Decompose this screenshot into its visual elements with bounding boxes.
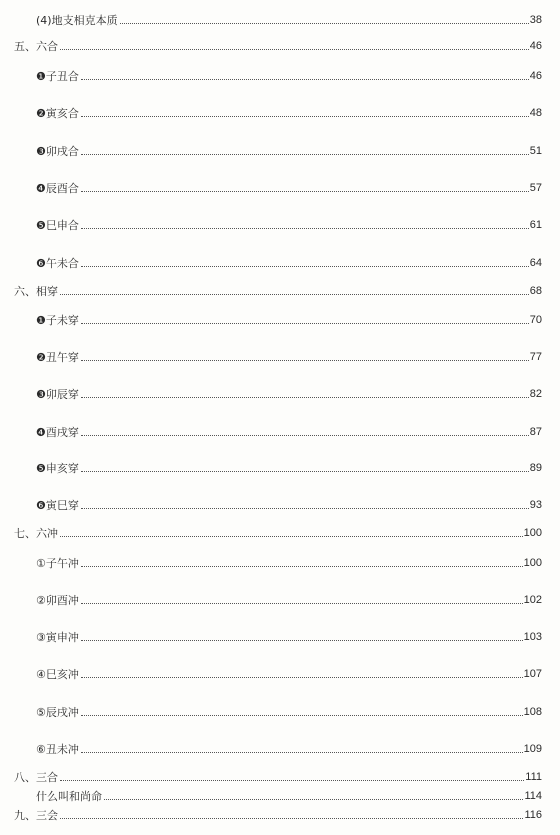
dot-leader <box>60 294 529 295</box>
toc-entry[interactable] <box>36 790 542 803</box>
toc-entry-page: 61 <box>529 219 542 231</box>
toc-entry-page: 89 <box>529 462 542 474</box>
toc-entry[interactable] <box>36 145 542 158</box>
toc-entry-page: 116 <box>524 809 542 821</box>
toc-entry-label: ❷丑午穿 <box>36 351 79 364</box>
toc-section-entry[interactable] <box>14 771 542 784</box>
toc-entry[interactable] <box>36 462 542 475</box>
toc-entry-label: ❺申亥穿 <box>36 462 79 475</box>
toc-entry-page: 64 <box>529 257 542 269</box>
toc-entry-page: 102 <box>523 594 542 606</box>
toc-entry[interactable] <box>36 351 542 364</box>
toc-entry-label: ❹酉戌穿 <box>36 426 79 439</box>
toc-entry-label: ❶子未穿 <box>36 314 79 327</box>
toc-entry-page: 51 <box>529 145 542 157</box>
dot-leader <box>81 566 523 567</box>
toc-section-entry[interactable] <box>14 40 542 53</box>
toc-entry-label: ❶子丑合 <box>36 70 79 83</box>
dot-leader <box>81 79 529 80</box>
toc-section-entry[interactable] <box>14 285 542 298</box>
toc-entry-page: 77 <box>529 351 542 363</box>
toc-entry-page: 57 <box>529 182 542 194</box>
toc-entry-label: 五、六合 <box>14 40 58 53</box>
toc-entry-page: 68 <box>529 285 542 297</box>
dot-leader <box>104 799 523 800</box>
dot-leader <box>81 191 529 192</box>
toc-entry[interactable] <box>36 557 542 570</box>
dot-leader <box>81 471 529 472</box>
dot-leader <box>81 154 529 155</box>
toc-entry[interactable] <box>36 219 542 232</box>
toc-entry-label: 六、相穿 <box>14 285 58 298</box>
dot-leader <box>81 323 529 324</box>
toc-entry-label: ④巳亥冲 <box>36 668 79 681</box>
toc-entry[interactable] <box>36 14 542 27</box>
dot-leader <box>120 23 529 24</box>
toc-entry-label: 八、三合 <box>14 771 58 784</box>
toc-entry-label: 七、六冲 <box>14 527 58 540</box>
toc-entry-label: 什么叫和尚命 <box>36 790 102 803</box>
dot-leader <box>81 508 529 509</box>
toc-entry-page: 87 <box>529 426 542 438</box>
dot-leader <box>81 228 529 229</box>
toc-entry-page: 70 <box>529 314 542 326</box>
toc-entry[interactable] <box>36 107 542 120</box>
toc-entry-page: 111 <box>525 771 542 783</box>
dot-leader <box>60 536 523 537</box>
dot-leader <box>81 752 523 753</box>
toc-entry[interactable] <box>36 594 542 607</box>
toc-entry-page: 109 <box>523 743 542 755</box>
toc-entry-page: 46 <box>529 70 542 82</box>
toc-section-entry[interactable] <box>14 527 542 540</box>
toc-entry-label: ⑤辰戌冲 <box>36 706 79 719</box>
dot-leader <box>81 435 529 436</box>
dot-leader <box>81 360 529 361</box>
toc-entry-label: ❸卯辰穿 <box>36 388 79 401</box>
toc-entry-page: 93 <box>529 499 542 511</box>
toc-entry-page: 48 <box>529 107 542 119</box>
toc-entry-label: ❷寅亥合 <box>36 107 79 120</box>
toc-entry[interactable] <box>36 706 542 719</box>
toc-entry[interactable] <box>36 499 542 512</box>
toc-entry-label: ❻寅巳穿 <box>36 499 79 512</box>
dot-leader <box>81 397 529 398</box>
toc-entry[interactable] <box>36 388 542 401</box>
dot-leader <box>81 715 523 716</box>
toc-entry-page: 100 <box>523 527 542 539</box>
dot-leader <box>81 116 529 117</box>
toc-entry-label: 九、三会 <box>14 809 58 822</box>
dot-leader <box>81 603 523 604</box>
toc-entry[interactable] <box>36 743 542 756</box>
toc-entry-page: 103 <box>523 631 542 643</box>
toc-entry-page: 38 <box>529 14 542 26</box>
toc-entry-label: ⑥丑未冲 <box>36 743 79 756</box>
dot-leader <box>60 818 523 819</box>
toc-entry[interactable] <box>36 257 542 270</box>
toc-entry-label: ❸卯戌合 <box>36 145 79 158</box>
dot-leader <box>81 677 523 678</box>
dot-leader <box>81 266 529 267</box>
dot-leader <box>60 49 529 50</box>
toc-entry-page: 114 <box>524 790 542 802</box>
toc-entry-label: ①子午冲 <box>36 557 79 570</box>
toc-entry-label: ❹辰酉合 <box>36 182 79 195</box>
toc-entry-page: 82 <box>529 388 542 400</box>
toc-entry-page: 46 <box>529 40 542 52</box>
toc-entry[interactable] <box>36 70 542 83</box>
toc-entry-page: 108 <box>523 706 542 718</box>
toc-entry[interactable] <box>36 314 542 327</box>
toc-entry-label: (4)地支相克本质 <box>36 14 118 27</box>
toc-entry[interactable] <box>36 631 542 644</box>
toc-entry-page: 100 <box>523 557 542 569</box>
dot-leader <box>81 640 523 641</box>
toc-entry-page: 107 <box>523 668 542 680</box>
toc-entry[interactable] <box>36 182 542 195</box>
toc-entry-label: ❺巳申合 <box>36 219 79 232</box>
toc-entry-label: ②卯酉冲 <box>36 594 79 607</box>
toc-entry[interactable] <box>36 668 542 681</box>
toc-entry[interactable] <box>36 426 542 439</box>
toc-entry-label: ③寅申冲 <box>36 631 79 644</box>
toc-section-entry[interactable] <box>14 809 542 822</box>
toc-entry-label: ❻午未合 <box>36 257 79 270</box>
dot-leader <box>60 780 524 781</box>
